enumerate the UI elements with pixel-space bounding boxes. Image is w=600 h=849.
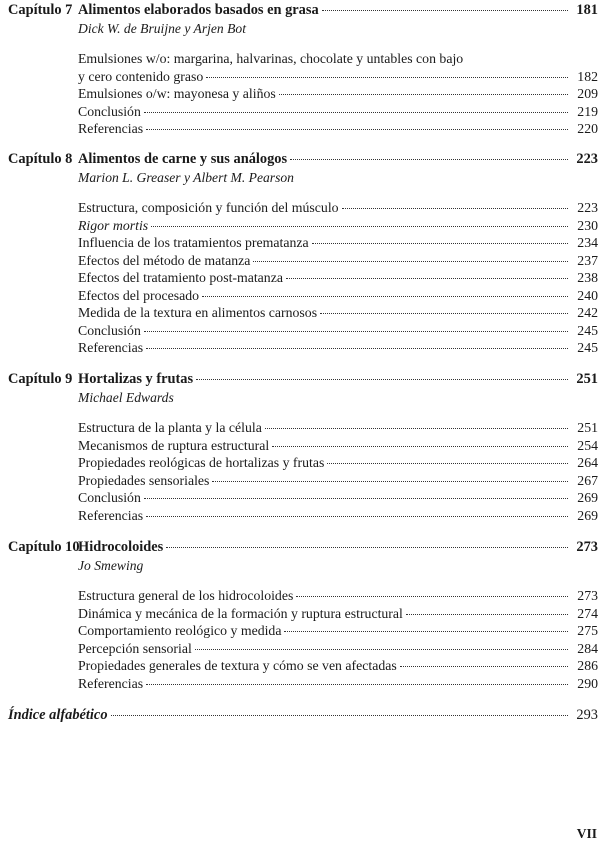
section-page: 230 (577, 217, 598, 233)
leader-dots (327, 463, 568, 464)
section-page: 242 (577, 305, 598, 320)
section-page: 284 (577, 640, 598, 656)
section-page: 269 (577, 490, 598, 505)
leader-dots (320, 313, 568, 314)
section-title: Propiedades generales de textura y cómo se ven afectadas (78, 658, 397, 673)
leader-dots (146, 129, 568, 130)
section-entry (8, 605, 598, 623)
leader-dots (272, 446, 568, 447)
chapter-authors: Dick W. de Bruijne y Arjen Bot (78, 21, 246, 36)
leader-dots (253, 261, 568, 262)
leader-dots (406, 614, 568, 615)
section-title: Estructura, composición y función del músculo (78, 200, 339, 215)
section-title: Dinámica y mecánica de la formación y ruptura estructural (78, 605, 403, 621)
leader-dots (166, 547, 568, 548)
section-list (8, 199, 598, 357)
leader-dots (144, 112, 568, 113)
chapter-heading (8, 2, 598, 19)
chapter-page: 273 (576, 539, 598, 555)
section-page: 234 (577, 235, 598, 250)
section-page: 269 (577, 507, 598, 523)
section-entry (8, 287, 598, 305)
section-page: 238 (577, 270, 598, 285)
leader-dots (279, 94, 568, 95)
section-page: 237 (577, 252, 598, 268)
section-entry (8, 657, 598, 675)
section-title: Estructura general de los hidrocoloides (78, 588, 294, 603)
section-list (8, 50, 598, 138)
section-entry (8, 675, 598, 693)
chapter-number: Capítulo 7 (8, 2, 73, 18)
section-entry (8, 419, 598, 437)
section-page: 290 (577, 675, 598, 691)
section-entry (8, 269, 598, 287)
section-entry (8, 120, 598, 138)
chapter-page: 223 (576, 151, 598, 167)
section-page: 223 (577, 200, 598, 215)
section-entry (8, 339, 598, 357)
section-list (8, 587, 598, 692)
section-entry (8, 322, 598, 340)
leader-dots (146, 684, 568, 685)
chapter-title: Alimentos de carne y sus análogos (78, 151, 288, 167)
section-page: 251 (577, 420, 598, 435)
section-entry (8, 103, 598, 121)
chapter-heading (8, 371, 598, 388)
leader-dots (144, 331, 568, 332)
section-entry (8, 472, 598, 490)
leader-dots (146, 516, 568, 517)
section-page: 254 (577, 437, 598, 453)
chapter-title: Hidrocoloides (78, 539, 164, 555)
section-title: Estructura de la planta y la célula (78, 420, 262, 435)
section-page: 240 (577, 287, 598, 303)
leader-dots (144, 498, 568, 499)
leader-dots (286, 278, 568, 279)
section-page: 209 (577, 86, 598, 101)
section-entry (8, 252, 598, 270)
section-entry (8, 489, 598, 507)
leader-dots (284, 631, 568, 632)
leader-dots (151, 226, 568, 227)
section-page: 182 (577, 68, 598, 84)
section-title: Conclusión (78, 490, 141, 505)
leader-dots (342, 208, 568, 209)
section-title: y cero contenido graso (78, 68, 204, 84)
leader-dots (206, 77, 568, 78)
section-entry (8, 622, 598, 640)
section-title: Propiedades reológicas de hortalizas y frutas (78, 455, 325, 470)
section-title-line: Emulsiones w/o: margarina, halvarinas, chocolate y untables con bajo (78, 51, 464, 66)
leader-dots (296, 596, 568, 597)
section-title: Mecanismos de ruptura estructural (78, 437, 270, 453)
leader-dots (290, 159, 568, 160)
chapter-authors: Jo Smewing (78, 558, 144, 573)
section-page: 219 (577, 103, 598, 119)
chapter-title: Alimentos elaborados basados en grasa (78, 2, 319, 18)
leader-dots (111, 715, 568, 716)
section-page: 275 (577, 623, 598, 638)
section-entry (8, 640, 598, 658)
chapter-8 (8, 151, 598, 357)
section-title: Comportamiento reológico y medida (78, 623, 282, 638)
section-entry (8, 507, 598, 525)
section-entry (8, 217, 598, 235)
leader-dots (196, 379, 568, 380)
chapter-page: 181 (576, 2, 598, 18)
chapter-heading (8, 151, 598, 168)
section-page: 245 (577, 340, 598, 355)
section-page: 273 (577, 588, 598, 603)
section-list (8, 419, 598, 524)
section-entry (8, 234, 598, 252)
section-title: Conclusión (78, 103, 141, 119)
leader-dots (322, 10, 568, 11)
chapter-authors: Michael Edwards (78, 390, 174, 405)
index-page: 293 (576, 707, 598, 723)
section-page: 264 (577, 455, 598, 470)
section-entry (8, 85, 598, 103)
section-page: 286 (577, 658, 598, 673)
section-title: Efectos del método de matanza (78, 252, 251, 268)
index-title: Índice alfabético (8, 707, 108, 723)
leader-dots (146, 348, 568, 349)
chapter-10 (8, 539, 598, 692)
section-title: Percepción sensorial (78, 640, 192, 656)
section-entry (8, 587, 598, 605)
section-page: 274 (577, 605, 598, 621)
section-title: Propiedades sensoriales (78, 472, 210, 488)
section-page: 220 (577, 121, 598, 136)
chapter-7 (8, 2, 598, 138)
chapter-page: 251 (576, 371, 598, 387)
leader-dots (400, 666, 568, 667)
leader-dots (195, 649, 568, 650)
section-title: Conclusión (78, 322, 141, 338)
section-title: Referencias (78, 507, 144, 523)
section-title: Referencias (78, 121, 144, 136)
chapter-authors: Marion L. Greaser y Albert M. Pearson (78, 170, 294, 185)
page-number: VII (576, 826, 597, 841)
leader-dots (265, 428, 568, 429)
section-entry (8, 199, 598, 217)
section-page: 245 (577, 322, 598, 338)
leader-dots (212, 481, 568, 482)
section-entry (8, 304, 598, 322)
section-page: 267 (577, 472, 598, 488)
section-title: Efectos del tratamiento post-matanza (78, 270, 283, 285)
section-title: Emulsiones o/w: mayonesa y aliños (78, 86, 276, 101)
section-entry (8, 454, 598, 472)
chapter-9 (8, 371, 598, 524)
section-title: Medida de la textura en alimentos carnosos (78, 305, 318, 320)
section-entry (8, 437, 598, 455)
chapter-number: Capítulo 10 (8, 539, 80, 555)
index-entry (8, 707, 598, 724)
section-title: Referencias (78, 675, 144, 691)
leader-dots (202, 296, 568, 297)
chapter-number: Capítulo 9 (8, 371, 73, 387)
chapter-title: Hortalizas y frutas (78, 371, 194, 387)
section-title: Efectos del procesado (78, 287, 200, 303)
section-title: Rigor mortis (78, 217, 149, 233)
section-title: Referencias (78, 340, 144, 355)
leader-dots (312, 243, 568, 244)
section-entry (8, 68, 598, 86)
section-title: Influencia de los tratamientos prematanza (78, 235, 309, 250)
chapter-heading (8, 539, 598, 556)
chapter-number: Capítulo 8 (8, 151, 73, 167)
